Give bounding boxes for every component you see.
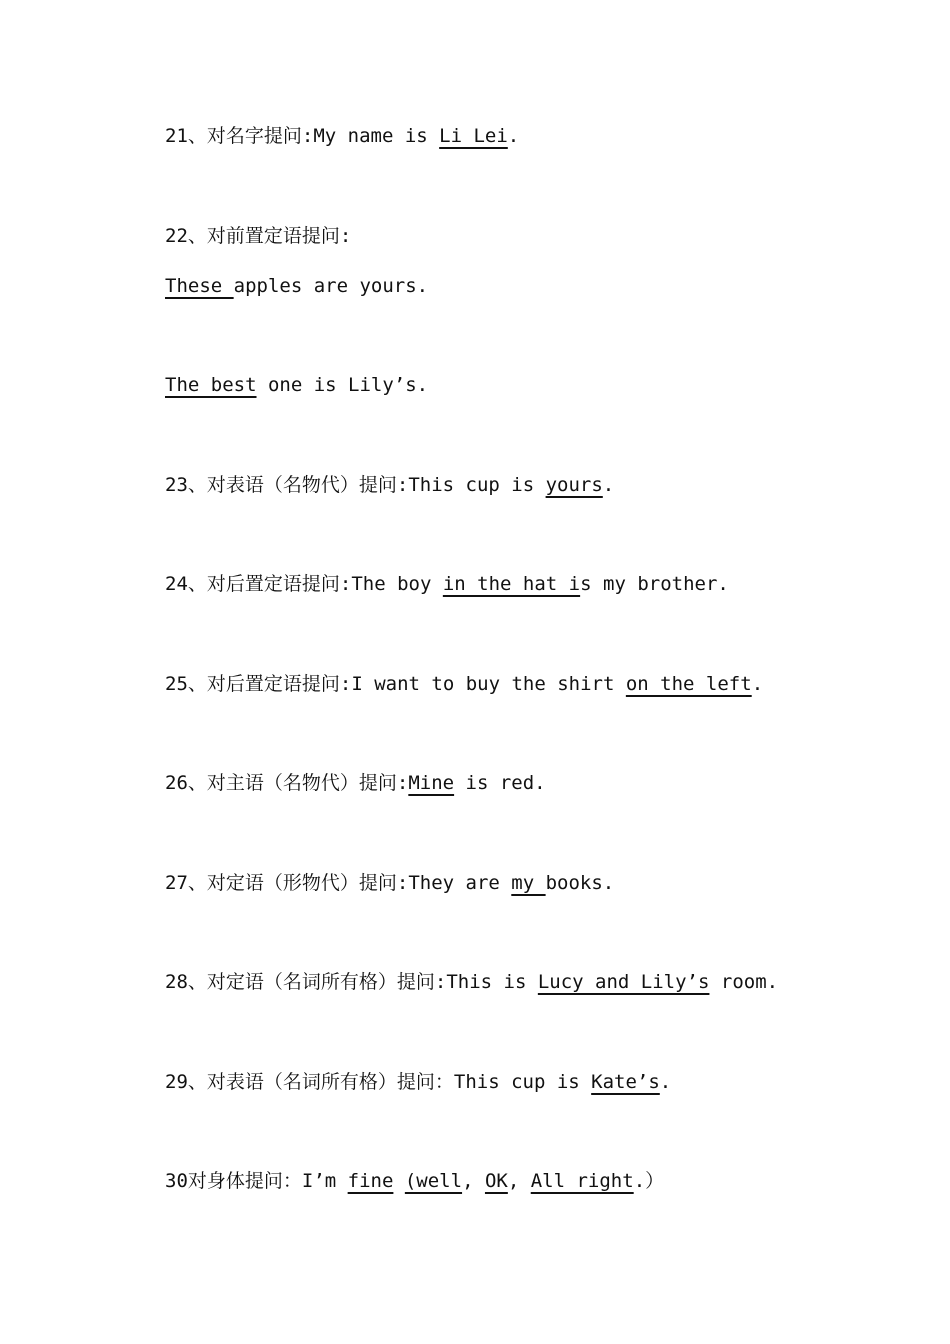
text-segment: apples are yours. bbox=[233, 275, 429, 297]
text-segment: . bbox=[659, 1071, 672, 1093]
underlined-answer: on the left bbox=[625, 673, 752, 695]
item-25 bbox=[165, 672, 763, 696]
underlined-answer: in the hat i bbox=[442, 573, 581, 595]
underlined-answer: (well bbox=[404, 1170, 463, 1192]
item-30 bbox=[165, 1169, 664, 1193]
text-segment: is red. bbox=[454, 772, 546, 794]
text-segment: one is Lily’s. bbox=[256, 374, 429, 396]
item-29 bbox=[165, 1070, 671, 1094]
item-28 bbox=[165, 970, 778, 994]
text-segment: 29、对表语（名词所有格）提问：This cup is bbox=[165, 1071, 592, 1093]
underlined-answer: fine bbox=[347, 1170, 394, 1192]
text-segment: books. bbox=[545, 872, 615, 894]
text-segment: 21、对名字提问:My name is bbox=[165, 125, 440, 147]
underlined-answer: Mine bbox=[408, 772, 455, 794]
text-segment: s my brother. bbox=[580, 573, 729, 595]
text-segment: 25、对后置定语提问:I want to buy the shirt bbox=[165, 673, 626, 695]
underlined-answer: Kate’s bbox=[591, 1071, 660, 1093]
text-segment: . bbox=[751, 673, 764, 695]
text-segment: , bbox=[507, 1170, 531, 1192]
item-24 bbox=[165, 572, 729, 596]
item-22-example-1 bbox=[165, 274, 428, 298]
text-segment: 24、对后置定语提问:The boy bbox=[165, 573, 443, 595]
underlined-answer: OK bbox=[484, 1170, 508, 1192]
underlined-answer: The best bbox=[165, 374, 257, 396]
item-22-heading bbox=[165, 224, 351, 248]
text-segment: , bbox=[462, 1170, 485, 1192]
text-segment: 26、对主语（名物代）提问: bbox=[165, 772, 409, 794]
item-21 bbox=[165, 124, 519, 148]
item-23 bbox=[165, 473, 614, 497]
text-segment: . bbox=[507, 125, 520, 147]
text-segment: 22、对前置定语提问: bbox=[165, 225, 352, 247]
text-segment: 27、对定语（形物代）提问:They are bbox=[165, 872, 512, 894]
underlined-answer: Lucy and Lily’s bbox=[537, 971, 710, 993]
text-segment: .） bbox=[633, 1170, 665, 1192]
underlined-answer: All right bbox=[530, 1170, 634, 1192]
underlined-answer: Li Lei bbox=[439, 125, 508, 147]
underlined-answer: my bbox=[511, 872, 546, 894]
text-segment: 23、对表语（名物代）提问:This cup is bbox=[165, 474, 546, 496]
text-segment: room. bbox=[709, 971, 779, 993]
underlined-answer: yours bbox=[545, 474, 603, 496]
item-22-example-2 bbox=[165, 373, 428, 397]
item-27 bbox=[165, 871, 614, 895]
text-segment: 30对身体提问：I’m bbox=[165, 1170, 348, 1192]
text-segment bbox=[393, 1170, 404, 1192]
underlined-answer: These bbox=[165, 275, 234, 297]
text-segment: . bbox=[602, 474, 615, 496]
item-26 bbox=[165, 771, 546, 795]
text-segment: 28、对定语（名词所有格）提问:This is bbox=[165, 971, 538, 993]
